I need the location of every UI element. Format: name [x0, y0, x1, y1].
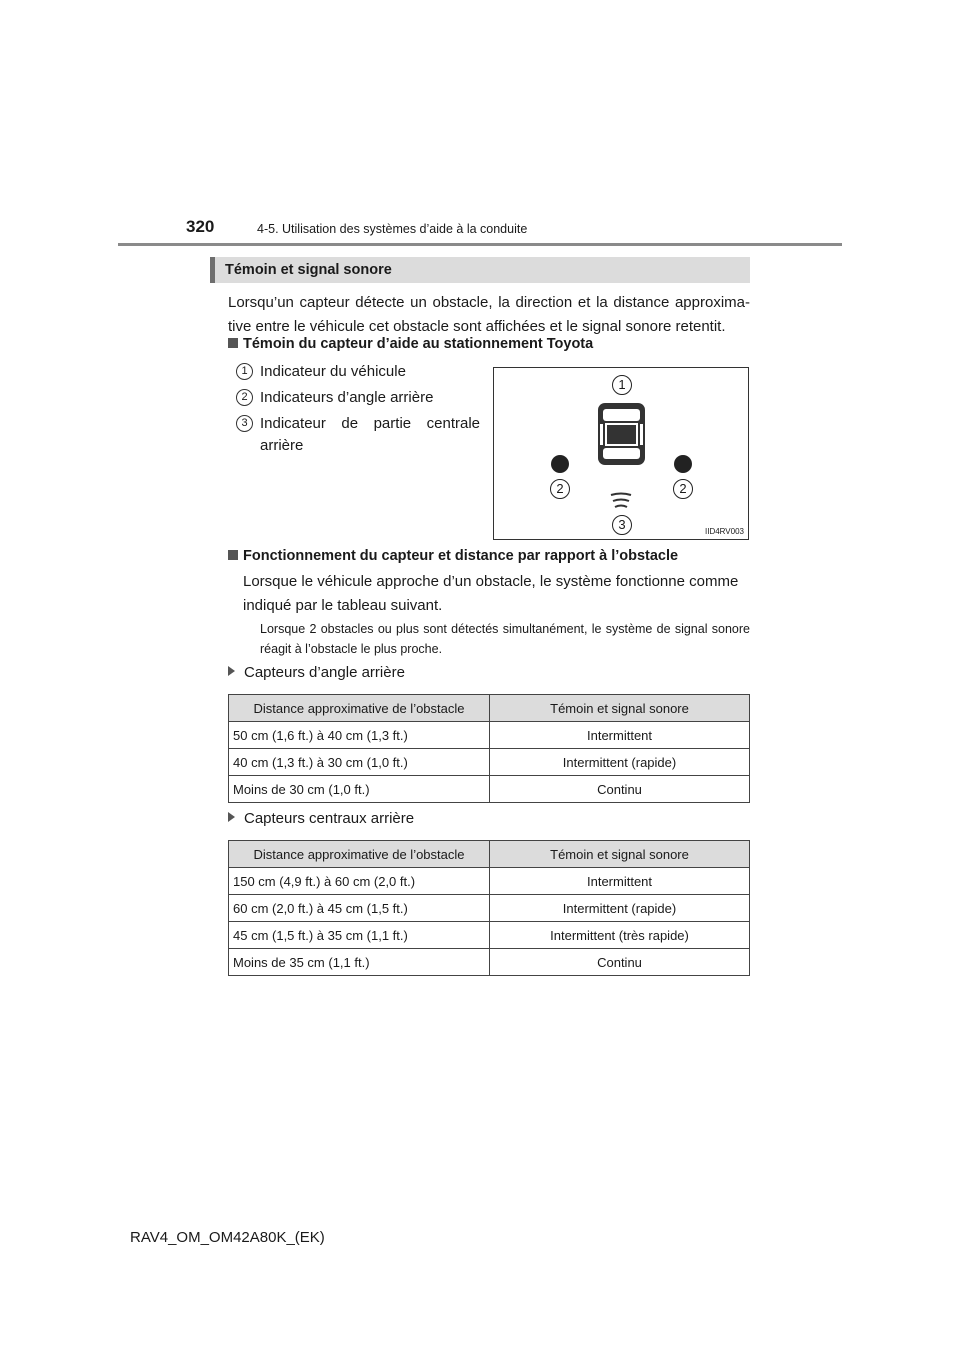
- table-caption-text: Capteurs d’angle arrière: [244, 664, 405, 681]
- chapter-title: 4-5. Utilisation des systèmes d’aide à la conduite: [257, 222, 528, 236]
- column-header: Témoin et signal sonore: [490, 695, 750, 722]
- operation-note: Lorsque 2 obstacles ou plus sont détectés simultanément, le système de signal sonore réagit à l’obstacle le plus proche.: [260, 622, 750, 656]
- operation-paragraph: Lorsque le véhicule approche d’un obstacle, le système fonctionne comme indiqué par le tableau suivant.: [243, 573, 739, 614]
- figure-label-3: 3: [612, 515, 632, 535]
- column-header: Distance approximative de l’obstacle: [229, 841, 490, 868]
- table-cell: 40 cm (1,3 ft.) à 30 cm (1,0 ft.): [229, 749, 490, 776]
- left-corner-indicator: [551, 455, 569, 473]
- operation-heading: [228, 548, 678, 564]
- table-cell: Intermittent (très rapide): [490, 922, 750, 949]
- table-cell: 60 cm (2,0 ft.) à 45 cm (1,5 ft.): [229, 895, 490, 922]
- table-cell: Intermittent (rapide): [490, 749, 750, 776]
- table-row: [229, 922, 750, 949]
- table-header-row: [229, 695, 750, 722]
- figure-label-2-right: 2: [673, 479, 693, 499]
- triangle-bullet-icon: [228, 666, 235, 676]
- legend-label: Indicateur de partie centrale arrière: [260, 415, 480, 454]
- table-cell: 150 cm (4,9 ft.) à 60 cm (2,0 ft.): [229, 868, 490, 895]
- table-cell: Moins de 30 cm (1,0 ft.): [229, 776, 490, 803]
- number-1-icon: 1: [236, 363, 253, 380]
- square-bullet-icon: [228, 550, 238, 560]
- indicator-heading: [228, 336, 593, 352]
- table-cell: Intermittent: [490, 722, 750, 749]
- table-row: [229, 749, 750, 776]
- table-row: [229, 868, 750, 895]
- column-header: Distance approximative de l’obstacle: [229, 695, 490, 722]
- table-cell: Continu: [490, 776, 750, 803]
- table-cell: Continu: [490, 949, 750, 976]
- number-2-icon: 2: [236, 389, 253, 406]
- section-title: Témoin et signal sonore: [225, 262, 392, 278]
- table-header-row: [229, 841, 750, 868]
- table-row: [229, 949, 750, 976]
- figure-code: IID4RV003: [705, 527, 744, 536]
- legend-item: [236, 387, 482, 409]
- table-caption-text: Capteurs centraux arrière: [244, 810, 415, 827]
- table-row: [229, 776, 750, 803]
- table-caption: [228, 810, 414, 827]
- number-3-icon: 3: [236, 415, 253, 432]
- figure-label-2-left: 2: [550, 479, 570, 499]
- section-heading-bar: [210, 257, 750, 283]
- table-row: [229, 722, 750, 749]
- page-number: 320: [186, 217, 215, 236]
- right-corner-indicator: [674, 455, 692, 473]
- operation-heading-text: Fonctionnement du capteur et distance par rapport à l’obstacle: [243, 548, 679, 564]
- header-divider: [118, 243, 842, 246]
- table-cell: Moins de 35 cm (1,1 ft.): [229, 949, 490, 976]
- legend-item: [236, 361, 482, 383]
- table-cell: 45 cm (1,5 ft.) à 35 cm (1,1 ft.): [229, 922, 490, 949]
- intro-paragraph: Lorsqu’un capteur détecte un obstacle, la direction et la distance approxima-tive entre le véhicule cet obstacle sont affichées et le signal sonore retentit.: [228, 294, 750, 335]
- figure-label-1: 1: [612, 375, 632, 395]
- table-caption: [228, 664, 405, 681]
- column-header: Témoin et signal sonore: [490, 841, 750, 868]
- indicator-heading-text: Témoin du capteur d’aide au stationnement Toyota: [243, 336, 594, 352]
- corner-sensors-table: [228, 694, 750, 803]
- parking-sensor-figure: [493, 367, 749, 540]
- table-row: [229, 895, 750, 922]
- table-cell: Intermittent: [490, 868, 750, 895]
- legend-label: Indicateurs d’angle arrière: [260, 389, 434, 406]
- legend-item: [236, 413, 482, 457]
- table-cell: 50 cm (1,6 ft.) à 40 cm (1,3 ft.): [229, 722, 490, 749]
- section-accent: [210, 257, 215, 283]
- table-cell: Intermittent (rapide): [490, 895, 750, 922]
- square-bullet-icon: [228, 338, 238, 348]
- legend-label: Indicateur du véhicule: [260, 363, 406, 380]
- document-code: RAV4_OM_OM42A80K_(EK): [130, 1229, 325, 1246]
- triangle-bullet-icon: [228, 812, 235, 822]
- center-sensors-table: [228, 840, 750, 976]
